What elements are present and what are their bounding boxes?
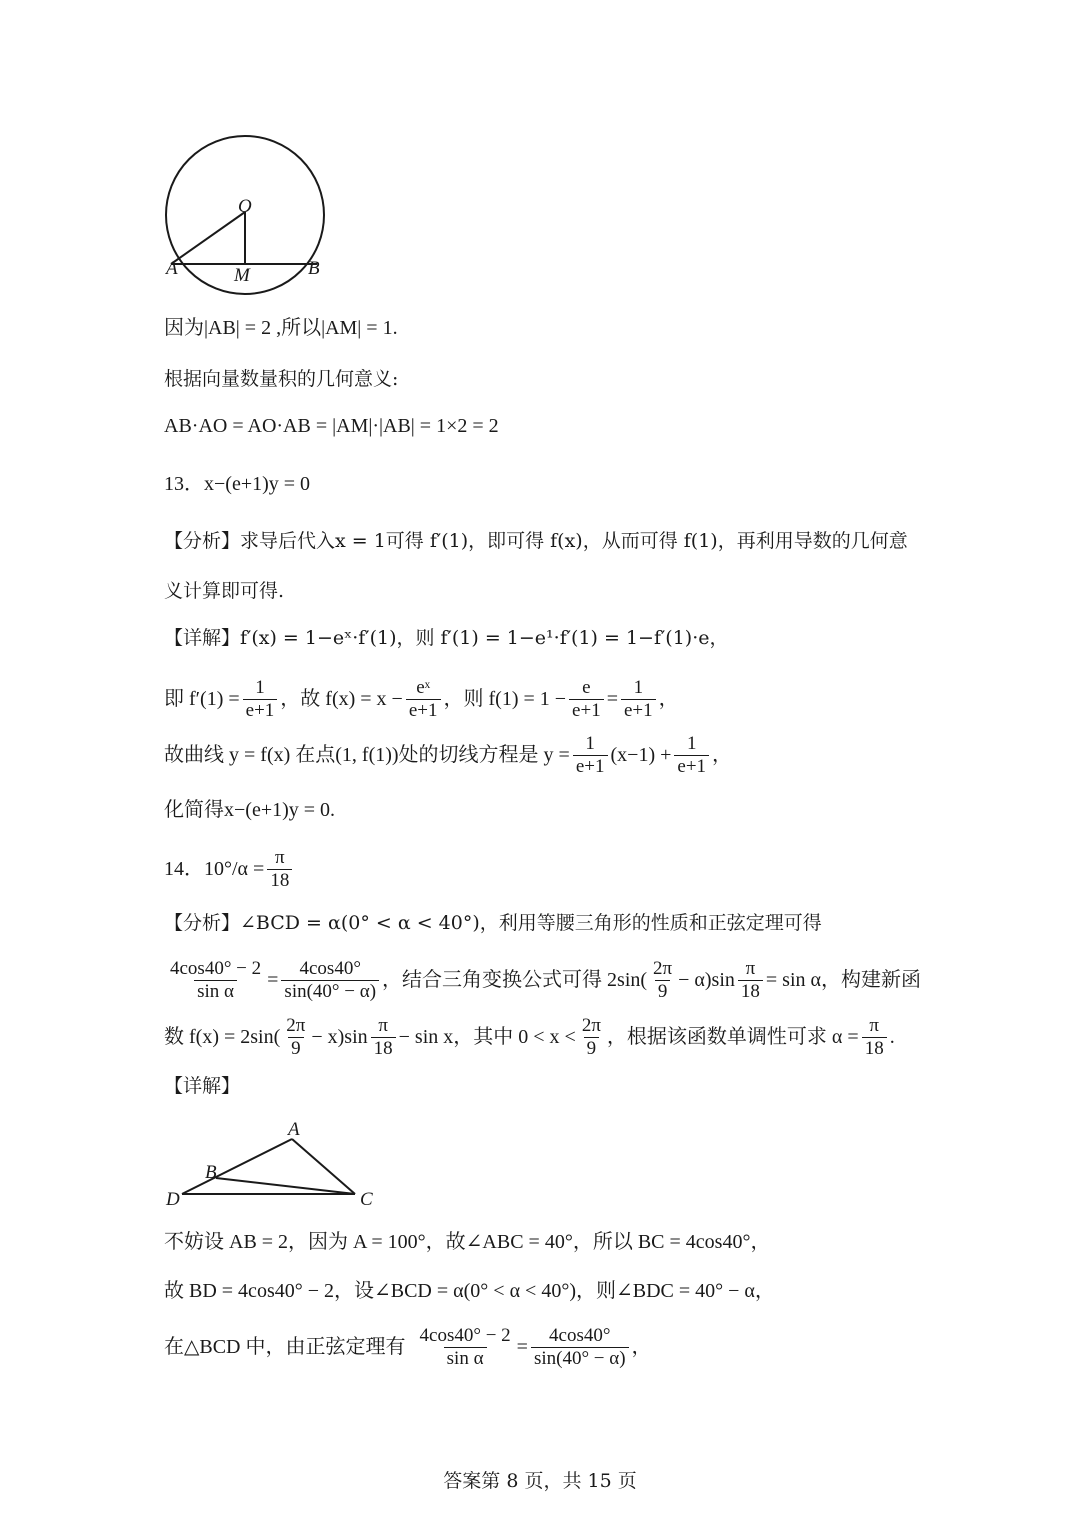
numerator: 4cos40° [299,957,361,979]
s13-analysis-1: 【分析】求导后代入x = 1可得 f′(1)，即可得 f(x)，从而可得 f(1)，再利用导数的几何意 [164,530,908,552]
label-o: O [238,196,252,217]
denominator: 9 [584,1037,600,1060]
segment-ao [171,212,245,264]
numerator: π [745,957,756,979]
segment-ac [292,1139,355,1194]
fraction [371,1015,396,1060]
s14-detail-1: 不妨设 AB = 2，因为 A = 100°，故∠ABC = 40°，所以 BC = 4cos40°， [164,1231,771,1253]
fraction [406,677,441,722]
s13-detail-3 [164,731,732,779]
denominator: sin α [194,980,237,1003]
fraction [283,1015,308,1060]
s14-detail-2: 故 BD = 4cos40° − 2，设∠BCD = α(0° < α < 40°)，则∠BDC = 40° − α， [164,1280,775,1302]
numerator: 4cos40° [549,1324,611,1346]
text-segment: ，故 f(x) = x − [280,688,403,710]
fraction [281,958,379,1003]
text-segment: − α)sin [678,969,735,991]
s14-analysis-1: 【分析】∠BCD = α(0° < α < 40°)，利用等腰三角形的性质和正弦定理可得 [164,912,822,934]
fraction [862,1015,887,1060]
label-a: A [288,1119,300,1140]
denominator: e+1 [569,699,604,722]
numerator: 2π [653,957,673,979]
fraction [579,1015,604,1060]
fraction [573,733,608,778]
fraction [621,677,656,722]
s13-analysis-2: 义计算即可得. [164,580,285,602]
numerator: 1 [633,676,644,698]
triangle-figure [160,1115,390,1215]
s13-detail-2 [164,675,679,723]
fraction [650,958,675,1003]
segment-bc [216,1178,355,1194]
text-segment: 故曲线 y = f(x) 在点(1, f(1))处的切线方程是 y = [164,744,570,766]
numerator: π [378,1014,388,1036]
text-segment: 在△BCD 中，由正弦定理有 [164,1336,406,1358]
denominator: sin(40° − α) [281,980,379,1003]
denominator: e+1 [406,699,441,722]
s12-line3: AB·AO = AO·AB = |AM|·|AB| = 1×2 = 2 [164,415,499,437]
text-segment: ， [631,1336,652,1358]
numerator: e [582,676,591,698]
label-a: A [166,258,178,279]
s14-analysis-3 [164,1012,895,1062]
text-segment: ， [658,688,679,710]
label-b: B [205,1162,217,1183]
denominator: sin α [444,1347,487,1370]
fraction [243,677,278,722]
denominator: e+1 [621,699,656,722]
denominator: e+1 [573,755,608,778]
numerator: eˣ [416,676,431,698]
fraction [267,847,292,892]
text-segment: ，结合三角变换公式可得 2sin( [382,969,648,991]
denominator: 18 [738,980,763,1003]
text-segment: (x−1) + [610,744,672,766]
text-segment: − sin x，其中 0 < x < [398,1026,576,1048]
s13-detail-4: 化简得x−(e+1)y = 0. [164,799,336,821]
text-segment: 即 f′(1) = [164,688,240,710]
s14-answer [164,846,295,892]
s14-detail-title: 【详解】 [164,1075,241,1097]
s12-line1: 因为|AB| = 2 ,所以|AM| = 1. [164,317,398,339]
page-footer: 答案第 8 页，共 15 页 [443,1470,637,1492]
numerator: 4cos40° − 2 [170,957,262,979]
s14-analysis-2 [164,955,921,1005]
label-c: C [360,1189,373,1210]
s13-answer: 13．x−(e+1)y = 0 [164,473,311,495]
text-segment: ，则 f(1) = 1 − [443,688,567,710]
numerator: 4cos40° − 2 [419,1324,511,1346]
text-segment: 数 f(x) = 2sin( [164,1026,281,1048]
text-segment: = [516,1336,528,1358]
numerator: π [869,1014,879,1036]
fraction [569,677,604,722]
circle-figure [150,130,350,290]
text-segment: = [606,688,618,710]
denominator: 9 [288,1037,304,1060]
denominator: e+1 [674,755,709,778]
numerator: 1 [686,732,697,754]
s12-line2: 根据向量数量积的几何意义: [164,368,399,390]
s14-detail-3 [164,1322,652,1372]
numerator: 1 [255,676,265,698]
fraction [674,733,709,778]
fraction [738,958,763,1003]
fraction [531,1325,629,1370]
denominator: e+1 [243,699,278,722]
fraction [167,958,264,1003]
s13-detail-1: 【详解】f′(x) = 1−eˣ·f′(1)，则 f′(1) = 1−e¹·f′(1) = 1−f′(1)·e， [164,627,729,649]
text-segment: = [267,969,279,991]
denominator: 18 [862,1037,887,1060]
text-segment: ， [712,744,733,766]
text-segment: 14．10°/α = [164,858,265,880]
denominator: sin(40° − α) [531,1347,629,1370]
label-b: B [308,258,320,279]
numerator: 1 [585,732,595,754]
label-d: D [166,1189,180,1210]
numerator: 2π [286,1014,306,1036]
text-segment: − x)sin [311,1026,368,1048]
text-segment: = sin α，构建新函 [765,969,921,991]
numerator: 2π [581,1014,601,1036]
text-segment: ，根据该函数单调性可求 α = [606,1026,859,1048]
denominator: 18 [267,869,292,892]
triangle-diagram [160,1115,390,1215]
denominator: 18 [371,1037,396,1060]
numerator: π [275,846,285,868]
label-m: M [234,265,250,286]
denominator: 9 [655,980,671,1003]
circle-diagram [150,130,350,290]
fraction [417,1325,514,1370]
text-segment: . [889,1026,895,1048]
